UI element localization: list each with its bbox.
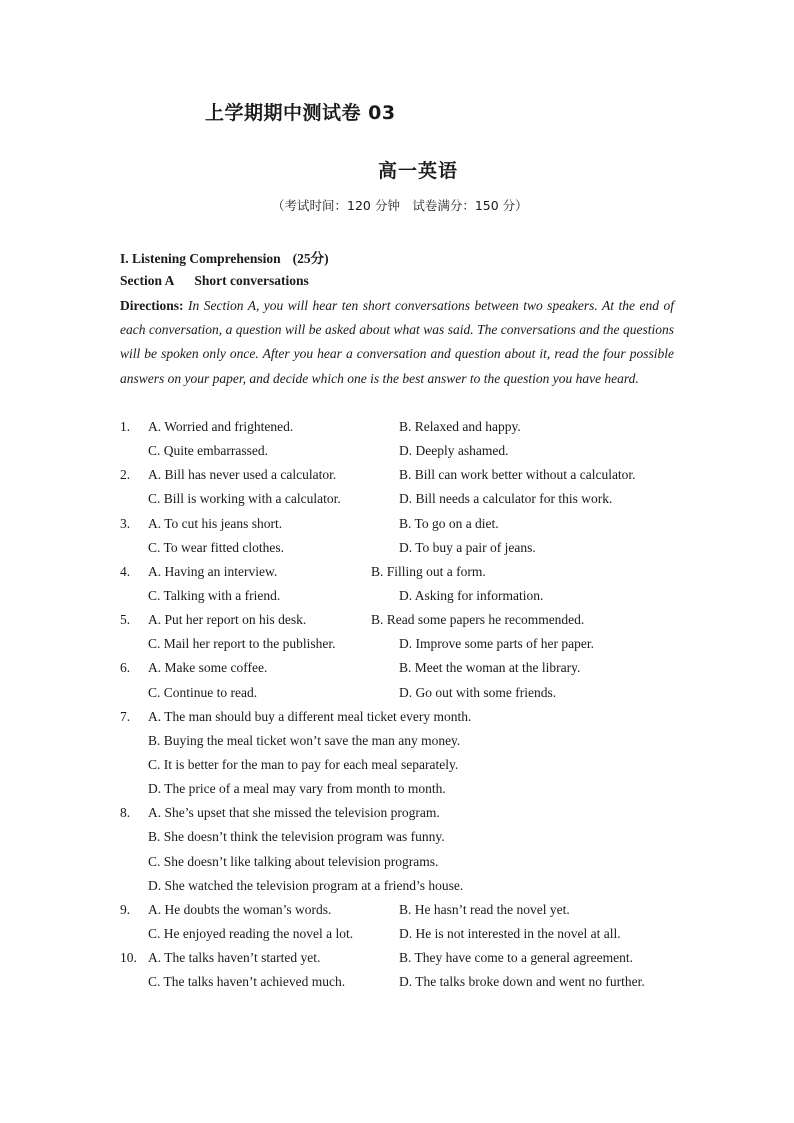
- question-5-row-2: [120, 632, 680, 656]
- option-c: C. Mail her report to the publisher.: [148, 636, 336, 652]
- exam-info: （考试时间：120 分钟 试卷满分：150 分）: [272, 198, 528, 213]
- directions: [120, 294, 674, 391]
- question-3-row-1: [120, 512, 680, 536]
- option-c: C. Quite embarrassed.: [148, 443, 268, 459]
- option-c: C. He enjoyed reading the novel a lot.: [148, 925, 354, 941]
- option-c: C. The talks haven’t achieved much.: [148, 974, 346, 990]
- option-a: A. He doubts the woman’s words.: [148, 901, 332, 917]
- question-number: 3.: [120, 515, 131, 531]
- option-a: A. Worried and frightened.: [148, 419, 294, 434]
- option-d: D. He is not interested in the novel at all.: [399, 925, 621, 941]
- question-10-row-1: [120, 946, 680, 970]
- question-number: 2.: [120, 467, 131, 483]
- directions-label: Directions:: [120, 298, 184, 313]
- question-8-row-1: [120, 801, 680, 825]
- option-d: D. The talks broke down and went no further.: [399, 974, 645, 990]
- question-number: 5.: [120, 612, 131, 628]
- option-d: D. The price of a meal may vary from month to month.: [148, 781, 446, 797]
- question-9-row-2: [120, 922, 680, 946]
- section-name: Short conversations: [194, 273, 309, 288]
- option-c: C. Bill is working with a calculator.: [148, 491, 341, 507]
- question-number: 7.: [120, 708, 131, 724]
- question-8-row-3: [120, 850, 680, 874]
- directions-text: In Section A, you will hear ten short conversations between two speakers. At the end of each conversation, a question will be asked about what was said. The conversations and the questions will be spoken only once. After you hear a conversation and question about it, read the four possible answers on your paper, and decide which one is the best answer to the question you have heard.: [120, 298, 674, 386]
- option-b: B. Relaxed and happy.: [399, 419, 521, 434]
- option-d: D. She watched the television program at a friend’s house.: [148, 877, 464, 893]
- option-a: A. Make some coffee.: [148, 660, 268, 676]
- option-b: B. She doesn’t think the television program was funny.: [148, 829, 445, 845]
- option-b: B. Bill can work better without a calculator.: [399, 467, 636, 483]
- question-4-row-2: [120, 584, 680, 608]
- question-7-row-3: [120, 753, 680, 777]
- question-2-row-2: [120, 487, 680, 511]
- option-b: B. He hasn’t read the novel yet.: [399, 901, 570, 917]
- part-points: (25分): [292, 251, 329, 266]
- question-1-row-1: [120, 415, 680, 439]
- option-c: C. Continue to read.: [148, 684, 258, 700]
- question-8-row-2: [120, 825, 680, 849]
- option-d: D. Bill needs a calculator for this work.: [399, 491, 613, 507]
- question-4-row-1: [120, 560, 680, 584]
- question-2-row-1: [120, 463, 680, 487]
- option-d: D. Asking for information.: [399, 587, 544, 603]
- question-number: 6.: [120, 660, 131, 676]
- option-b: B. Filling out a form.: [371, 563, 486, 579]
- option-d: D. Go out with some friends.: [399, 684, 557, 700]
- option-a: A. The talks haven’t started yet.: [148, 950, 321, 966]
- question-9-row-1: [120, 898, 680, 922]
- part-title: I. Listening Comprehension: [120, 251, 281, 266]
- option-a: A. The man should buy a different meal ticket every month.: [148, 708, 472, 724]
- question-7-row-2: [120, 729, 680, 753]
- section-heading: [120, 273, 309, 289]
- exam-title: 上学期期中测试卷 03: [205, 102, 396, 124]
- option-c: C. It is better for the man to pay for each meal separately.: [148, 756, 459, 772]
- question-list: [120, 415, 680, 994]
- option-c: C. To wear fitted clothes.: [148, 539, 285, 555]
- section-label: Section A: [120, 273, 175, 288]
- question-1-row-2: [120, 439, 680, 463]
- option-d: D. To buy a pair of jeans.: [399, 539, 536, 555]
- subject-title: 高一英语: [378, 160, 459, 182]
- option-a: A. Having an interview.: [148, 563, 278, 579]
- question-number: 9.: [120, 901, 131, 917]
- part-heading: [120, 247, 329, 267]
- question-number: 8.: [120, 805, 131, 821]
- option-a: A. To cut his jeans short.: [148, 515, 283, 531]
- option-d: D. Improve some parts of her paper.: [399, 636, 594, 652]
- question-number: 10.: [120, 950, 137, 966]
- question-7-row-1: [120, 705, 680, 729]
- option-b: B. They have come to a general agreement.: [399, 950, 634, 966]
- option-c: C. Talking with a friend.: [148, 587, 281, 603]
- option-b: B. Buying the meal ticket won’t save the man any money.: [148, 732, 461, 748]
- question-6-row-2: [120, 681, 680, 705]
- option-d: D. Deeply ashamed.: [399, 443, 509, 459]
- question-number: 1.: [120, 419, 131, 434]
- question-number: 4.: [120, 563, 131, 579]
- question-6-row-1: [120, 656, 680, 680]
- option-b: B. Read some papers he recommended.: [371, 612, 585, 628]
- question-8-row-4: [120, 874, 680, 898]
- option-a: A. Put her report on his desk.: [148, 612, 307, 628]
- question-3-row-2: [120, 536, 680, 560]
- option-b: B. To go on a diet.: [399, 515, 499, 531]
- option-c: C. She doesn’t like talking about television programs.: [148, 853, 439, 869]
- question-10-row-2: [120, 970, 680, 994]
- question-7-row-4: [120, 777, 680, 801]
- option-b: B. Meet the woman at the library.: [399, 660, 581, 676]
- option-a: A. She’s upset that she missed the television program.: [148, 805, 440, 821]
- question-5-row-1: [120, 608, 680, 632]
- option-a: A. Bill has never used a calculator.: [148, 467, 337, 483]
